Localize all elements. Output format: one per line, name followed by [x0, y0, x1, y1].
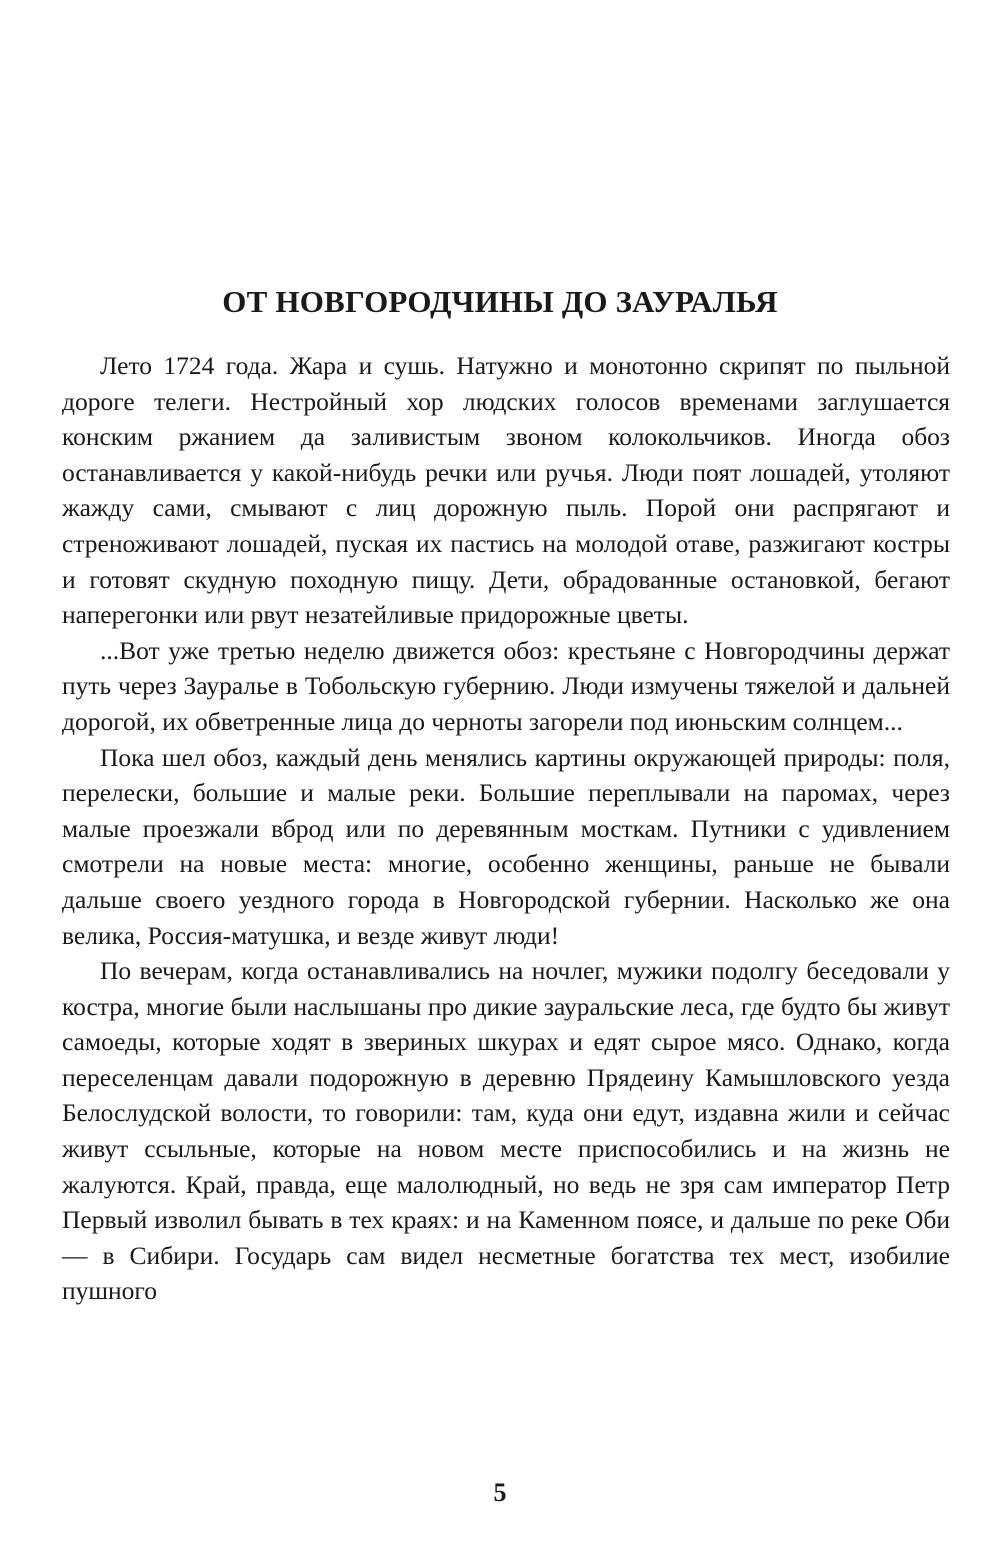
- paragraph-4: По вечерам, когда останавливались на ночлег, мужики подолгу беседовали у костра, многие были наслышаны про дикие зауральские леса, где будто бы живут самоеды, которые ходят в звериных шкурах и едят сырое мясо. Однако, когда переселенцам давали подорожную в деревню Прядеину Камышловского уезда Белослудской волости, то говорили: там, куда они едут, издавна жили и сейчас живут ссыльные, которые на новом месте приспособились и на жизнь не жалуются. Край, правда, еще малолюдный, но ведь не зря сам император Петр Первый изволил бывать в тех краях: и на Каменном поясе, и дальше по реке Оби — в Сибири. Государь сам видел несметные богатства тех мест, изобилие пушного: [62, 956, 950, 1306]
- body-text: [62, 348, 950, 1309]
- paragraph-3: Пока шел обоз, каждый день менялись картины окружающей природы: поля, перелески, большие и малые реки. Большие переплывали на паромах, через малые проезжали вброд или по деревянным мосткам. Путники с удивлением смотрели на новые места: многие, особенно женщины, раньше не бывали дальше своего уездного города в Новгородской губернии. Насколько же она велика, Россия-матушка, и везде живут люди!: [62, 742, 950, 950]
- paragraph-1: Лето 1724 года. Жара и сушь. Натужно и монотонно скрипят по пыльной дороге телеги. Нестройный хор людских голосов временами заглушается конским ржанием да заливистым звоном колокольчиков. Иногда обоз останавливается у какой-нибудь речки или ручья. Люди поят лошадей, утоляют жажду сами, смывают с лиц дорожную пыль. Порой они распрягают и стреноживают лошадей, пуская их пастись на молодой отаве, разжигают костры и готовят скудную походную пищу. Дети, обрадованные остановкой, бегают наперегонки или рвут незатейливые придорожные цветы.: [62, 351, 950, 630]
- page-number: 5: [493, 1478, 507, 1507]
- chapter-title: ОТ НОВГОРОДЧИНЫ ДО ЗАУРАЛЬЯ: [222, 284, 778, 319]
- paragraph-2: ...Вот уже третью неделю движется обоз: крестьяне с Новгородчины держат путь через Зауралье в Тобольскую губернию. Люди измучены тяжелой и дальней дорогой, их обветренные лица до черноты загорели под июньским солнцем...: [62, 635, 950, 736]
